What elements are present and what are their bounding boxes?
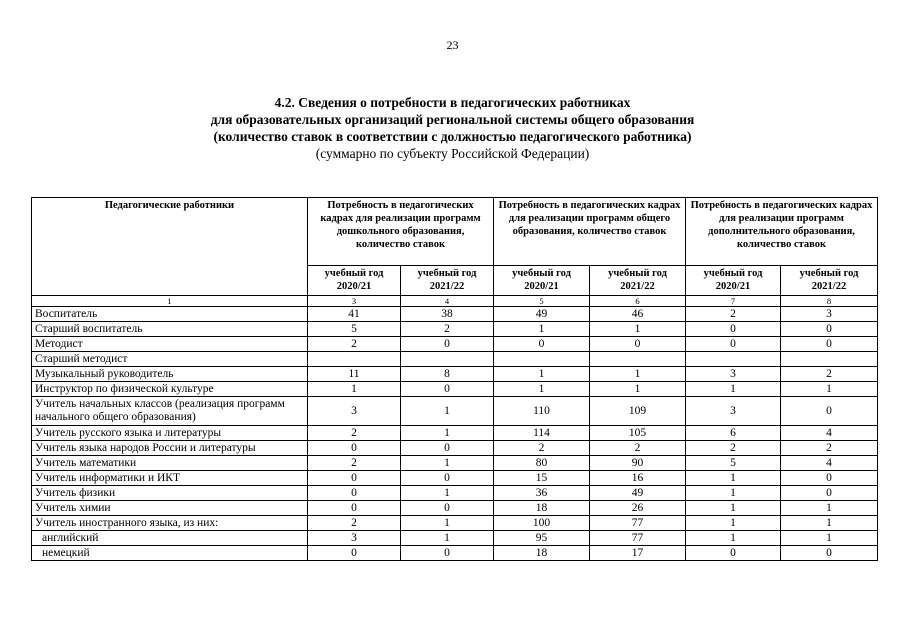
cell-value: 0 [308,441,401,456]
cell-value: 36 [494,486,590,501]
cell-value: 5 [308,322,401,337]
staff-needs-table [31,197,878,561]
cell-value: 1 [686,516,781,531]
cell-value: 1 [401,486,494,501]
column-index: 7 [686,296,781,307]
cell-value: 2 [308,516,401,531]
cell-value: 0 [686,337,781,352]
cell-value: 0 [686,322,781,337]
subheader-year: учебный год 2020/21 [494,266,590,296]
cell-value [590,352,686,367]
cell-value: 2 [686,441,781,456]
title-line-3: (количество ставок в соответствии с должностью педагогического работника) [213,129,692,144]
cell-value: 1 [781,501,878,516]
row-label: Учитель химии [32,501,308,516]
row-label: Старший воспитатель [32,322,308,337]
cell-value: 1 [308,382,401,397]
cell-value: 2 [781,441,878,456]
cell-value: 18 [494,546,590,561]
cell-value: 105 [590,426,686,441]
cell-value: 0 [781,397,878,426]
cell-value: 1 [686,486,781,501]
cell-value: 3 [781,307,878,322]
cell-value: 1 [401,531,494,546]
cell-value: 1 [781,516,878,531]
cell-value: 49 [494,307,590,322]
cell-value: 4 [781,456,878,471]
cell-value: 2 [781,367,878,382]
cell-value: 2 [590,441,686,456]
cell-value: 1 [686,382,781,397]
cell-value: 3 [308,397,401,426]
cell-value [781,352,878,367]
header-group-preschool: Потребность в педагогических кадрах для реализации программ дошкольного образования, количество ставок [308,198,494,266]
page-number: 23 [446,38,459,52]
cell-value: 0 [401,501,494,516]
column-index: 5 [494,296,590,307]
column-index: 1 [32,296,308,307]
cell-value: 0 [686,546,781,561]
table-row [32,531,878,546]
cell-value: 26 [590,501,686,516]
table-row [32,382,878,397]
row-label: английский [32,531,308,546]
row-label: Старший методист [32,352,308,367]
table-row [32,486,878,501]
cell-value: 0 [781,546,878,561]
cell-value: 1 [401,516,494,531]
cell-value: 110 [494,397,590,426]
subheader-year: учебный год 2021/22 [590,266,686,296]
header-staff: Педагогические работники [32,198,308,296]
cell-value: 16 [590,471,686,486]
column-index: 8 [781,296,878,307]
table-row [32,307,878,322]
column-index: 6 [590,296,686,307]
cell-value: 77 [590,531,686,546]
row-label: немецкий [32,546,308,561]
cell-value: 0 [781,322,878,337]
cell-value: 17 [590,546,686,561]
cell-value: 1 [686,501,781,516]
subheader-year: учебный год 2020/21 [308,266,401,296]
cell-value: 95 [494,531,590,546]
cell-value: 2 [401,322,494,337]
cell-value: 2 [308,456,401,471]
cell-value: 2 [308,337,401,352]
cell-value: 1 [494,367,590,382]
cell-value: 3 [686,397,781,426]
cell-value: 2 [494,441,590,456]
cell-value: 6 [686,426,781,441]
subheader-year: учебный год 2021/22 [401,266,494,296]
cell-value: 11 [308,367,401,382]
title-line-1: 4.2. Сведения о потребности в педагогических работниках [274,95,631,110]
cell-value: 77 [590,516,686,531]
cell-value: 100 [494,516,590,531]
row-label: Учитель математики [32,456,308,471]
cell-value: 0 [590,337,686,352]
cell-value: 49 [590,486,686,501]
row-label: Учитель русского языка и литературы [32,426,308,441]
cell-value: 0 [494,337,590,352]
cell-value: 0 [401,337,494,352]
row-label: Учитель начальных классов (реализация программ начального общего образования) [32,397,308,426]
cell-value: 0 [308,501,401,516]
cell-value [686,352,781,367]
cell-value: 18 [494,501,590,516]
cell-value: 90 [590,456,686,471]
cell-value [401,352,494,367]
column-index: 3 [308,296,401,307]
cell-value: 1 [401,397,494,426]
row-label: Методист [32,337,308,352]
table-row [32,456,878,471]
cell-value: 0 [308,546,401,561]
cell-value: 1 [781,531,878,546]
cell-value: 1 [686,471,781,486]
cell-value: 0 [781,471,878,486]
cell-value: 0 [401,546,494,561]
cell-value: 8 [401,367,494,382]
cell-value: 46 [590,307,686,322]
cell-value: 0 [401,471,494,486]
table-row [32,441,878,456]
cell-value: 0 [401,441,494,456]
table-body [32,307,878,561]
cell-value: 2 [308,426,401,441]
cell-value: 0 [308,486,401,501]
row-label: Учитель информатики и ИКТ [32,471,308,486]
title-line-4: (суммарно по субъекту Российской Федерации) [315,146,590,161]
table-row [32,501,878,516]
cell-value: 1 [494,382,590,397]
row-label: Музыкальный руководитель [32,367,308,382]
cell-value: 38 [401,307,494,322]
cell-value: 1 [401,426,494,441]
cell-value: 0 [308,471,401,486]
cell-value: 1 [401,456,494,471]
cell-value: 0 [781,486,878,501]
subheader-year: учебный год 2021/22 [781,266,878,296]
table-row [32,546,878,561]
cell-value [308,352,401,367]
cell-value: 1 [686,531,781,546]
cell-value: 41 [308,307,401,322]
row-label: Учитель физики [32,486,308,501]
table-row [32,367,878,382]
cell-value [494,352,590,367]
table-row [32,397,878,426]
cell-value: 1 [590,367,686,382]
table-row [32,471,878,486]
cell-value: 1 [781,382,878,397]
cell-value: 2 [686,307,781,322]
header-group-additional: Потребность в педагогических кадрах для реализации программ дополнительного образования, количество ставок [686,198,878,266]
cell-value: 1 [590,322,686,337]
cell-value: 0 [401,382,494,397]
table-row [32,337,878,352]
cell-value: 3 [308,531,401,546]
cell-value: 1 [494,322,590,337]
column-index-row [32,296,878,307]
column-index: 4 [401,296,494,307]
cell-value: 109 [590,397,686,426]
header-group-general: Потребность в педагогических кадрах для реализации программ общего образования, количество ставок [494,198,686,266]
table-row [32,352,878,367]
title-line-2: для образовательных организаций региональной системы общего образования [210,112,695,127]
table-row [32,322,878,337]
cell-value: 1 [590,382,686,397]
row-label: Воспитатель [32,307,308,322]
cell-value: 5 [686,456,781,471]
cell-value: 80 [494,456,590,471]
document-title [0,94,905,162]
table-row [32,516,878,531]
cell-value: 15 [494,471,590,486]
row-label: Учитель языка народов России и литературы [32,441,308,456]
cell-value: 4 [781,426,878,441]
cell-value: 0 [781,337,878,352]
subheader-year: учебный год 2020/21 [686,266,781,296]
table-row [32,426,878,441]
cell-value: 114 [494,426,590,441]
cell-value: 3 [686,367,781,382]
row-label: Учитель иностранного языка, из них: [32,516,308,531]
row-label: Инструктор по физической культуре [32,382,308,397]
